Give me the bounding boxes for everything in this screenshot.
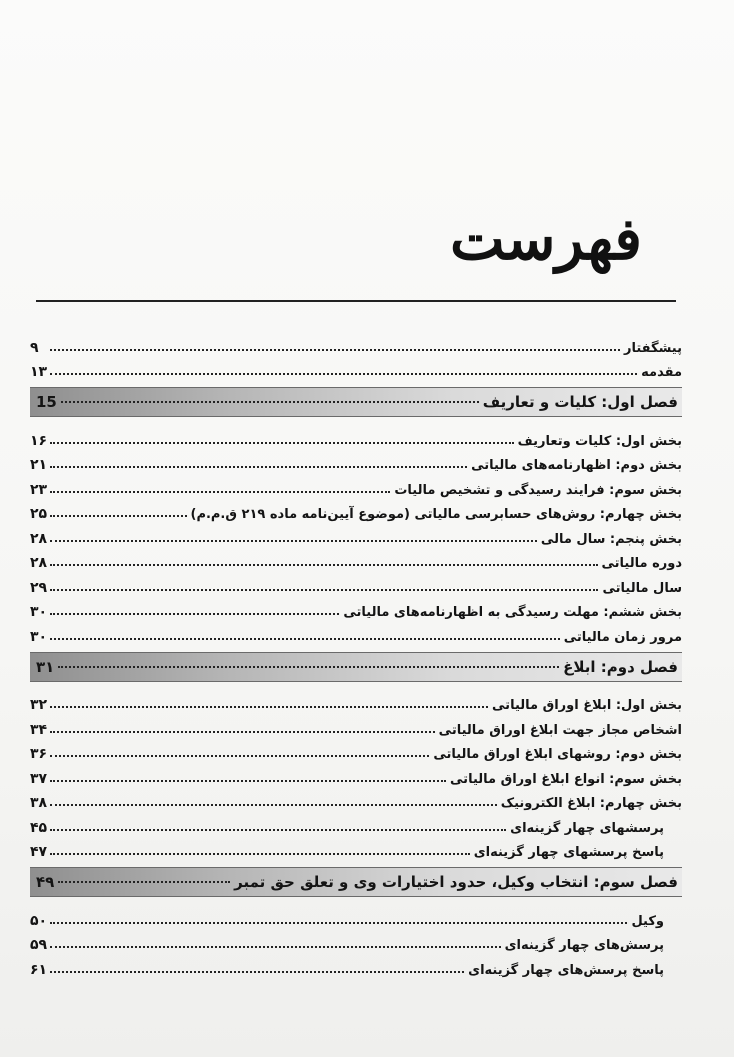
chapter-title: فصل اول: کلیات و تعاریف [482, 393, 678, 411]
dot-leader [50, 613, 339, 615]
toc-entry-page: ۲۸ [30, 530, 48, 547]
toc-entry[interactable] [30, 472, 682, 497]
dot-leader [50, 755, 429, 757]
toc-entry-label: اشخاص مجاز جهت ابلاغ اوراق مالیاتی [438, 722, 682, 738]
toc-entry[interactable] [30, 786, 682, 811]
toc-entry-label: بخش اول: کلیات وتعاریف [517, 433, 682, 449]
chapter-heading[interactable] [30, 652, 682, 682]
toc-entry-label: بخش دوم: روشهای ابلاغ اوراق مالیاتی [433, 747, 682, 762]
toc-entry-page: ۵۰ [30, 912, 48, 929]
toc-entry-label: بخش سوم: انواع ابلاغ اوراق مالیاتی [450, 771, 682, 787]
dot-leader [50, 589, 598, 591]
chapter-heading[interactable] [30, 387, 682, 417]
toc-entry-page: ۹ [30, 339, 39, 356]
toc-entry[interactable] [30, 952, 682, 977]
toc-entry-label: بخش سوم: فرایند رسیدگی و تشخیص مالیات [394, 482, 682, 498]
toc-entry-page: ۴۷ [30, 844, 48, 860]
toc-entry-label: بخش اول: ابلاغ اوراق مالیاتی [492, 698, 682, 713]
toc-entry-page: ۲۱ [30, 457, 48, 473]
toc-entry[interactable] [30, 448, 682, 473]
toc-entry-label: پرسشهای چهار گزینه‌ای [510, 820, 664, 836]
toc-entry-label: پرسش‌های چهار گزینه‌ای [504, 938, 664, 953]
toc-entry-label: وکیل [631, 913, 664, 929]
toc-entry-label: مرور زمان مالیاتی [563, 629, 682, 645]
dot-leader [50, 540, 537, 542]
toc-entry[interactable] [30, 355, 682, 380]
chapter-page: ۴۹ [36, 873, 55, 891]
toc-entry-label: پاسخ پرسشهای چهار گزینه‌ای [473, 845, 664, 860]
toc-entry-label: پیشگفتار [623, 340, 682, 356]
dot-leader [50, 853, 470, 855]
toc-entry[interactable] [30, 761, 682, 786]
chapter-title: فصل دوم: ابلاغ [563, 657, 678, 676]
toc-entry-label: پاسخ پرسش‌های چهار گزینه‌ای [468, 962, 664, 978]
dot-leader [50, 515, 187, 517]
toc-entry-label: بخش چهارم: ابلاغ الکترونیک [500, 796, 682, 811]
chapter-page: 15 [36, 393, 57, 411]
toc-entry-page: ۲۵ [30, 506, 48, 522]
dot-leader [50, 638, 560, 640]
dot-leader [58, 666, 559, 668]
dot-leader [50, 804, 497, 806]
toc-entry-page: ۳۴ [30, 721, 48, 738]
dot-leader [50, 946, 501, 948]
toc-entry-page: ۳۰ [30, 628, 48, 645]
toc-entry[interactable] [30, 423, 682, 448]
toc-entry-label: مقدمه [641, 365, 682, 380]
toc-entry[interactable] [30, 810, 682, 835]
toc-entry[interactable] [30, 330, 682, 355]
toc-entry[interactable] [30, 619, 682, 644]
toc-entry[interactable] [30, 497, 682, 522]
dot-leader [50, 971, 464, 973]
toc-entry-page: ۵۹ [30, 937, 48, 953]
dot-leader [50, 829, 506, 831]
dot-leader [50, 780, 446, 782]
dot-leader [50, 491, 390, 493]
toc-entry-label: بخش ششم: مهلت رسیدگی به اظهارنامه‌های مالیاتی [343, 605, 682, 620]
toc-entry[interactable] [30, 835, 682, 860]
dot-leader [50, 564, 598, 566]
page-title: فهرست [449, 205, 642, 273]
dot-leader [61, 401, 479, 403]
toc-entry[interactable] [30, 595, 682, 620]
dot-leader [50, 349, 620, 351]
title-divider [36, 300, 676, 302]
dot-leader [50, 466, 467, 468]
toc-entry-page: ۴۵ [30, 819, 48, 836]
dot-leader [50, 373, 637, 375]
toc-entry[interactable] [30, 546, 682, 571]
toc-entry-page: ۳۶ [30, 746, 48, 762]
toc-entry-page: ۲۹ [30, 579, 48, 596]
toc-entry[interactable] [30, 712, 682, 737]
chapter-heading[interactable] [30, 867, 682, 897]
toc-entry[interactable] [30, 521, 682, 546]
toc-entry-label: سال مالیاتی [602, 580, 682, 596]
toc-entry[interactable] [30, 903, 682, 928]
toc-entry-page: ۳۲ [30, 697, 48, 713]
toc-entry[interactable] [30, 688, 682, 713]
toc-entry-page: ۳۷ [30, 770, 48, 787]
toc-entry-label: بخش دوم: اظهارنامه‌های مالیاتی [471, 458, 682, 473]
toc-entry-page: ۲۳ [30, 481, 48, 498]
toc-entry-label: بخش چهارم: روش‌های حسابرسی مالیاتی (موضوع آیین‌نامه ماده ۲۱۹ ق.م.م) [190, 507, 682, 522]
dot-leader [50, 442, 514, 444]
dot-leader [50, 922, 627, 924]
dot-leader [50, 706, 488, 708]
toc-entry-label: بخش پنجم: سال مالی [540, 531, 682, 547]
toc-entry-page: ۱۳ [30, 364, 48, 380]
toc-entry-page: ۶۱ [30, 961, 48, 978]
chapter-page: ۳۱ [36, 657, 55, 676]
toc-entry[interactable] [30, 737, 682, 762]
toc-entry[interactable] [30, 570, 682, 595]
dot-leader [50, 731, 435, 733]
toc-entry-page: ۱۶ [30, 432, 48, 449]
chapter-title: فصل سوم: انتخاب وکیل، حدود اختیارات وی و تعلق حق تمبر [234, 873, 678, 891]
toc-entry[interactable] [30, 928, 682, 953]
toc-entry-page: ۳۸ [30, 795, 48, 811]
toc-entry-page: ۲۸ [30, 555, 48, 571]
toc-entry-page: ۳۰ [30, 604, 48, 620]
dot-leader [58, 881, 230, 883]
toc-entry-label: دوره مالیاتی [601, 556, 682, 571]
table-of-contents [30, 330, 682, 977]
